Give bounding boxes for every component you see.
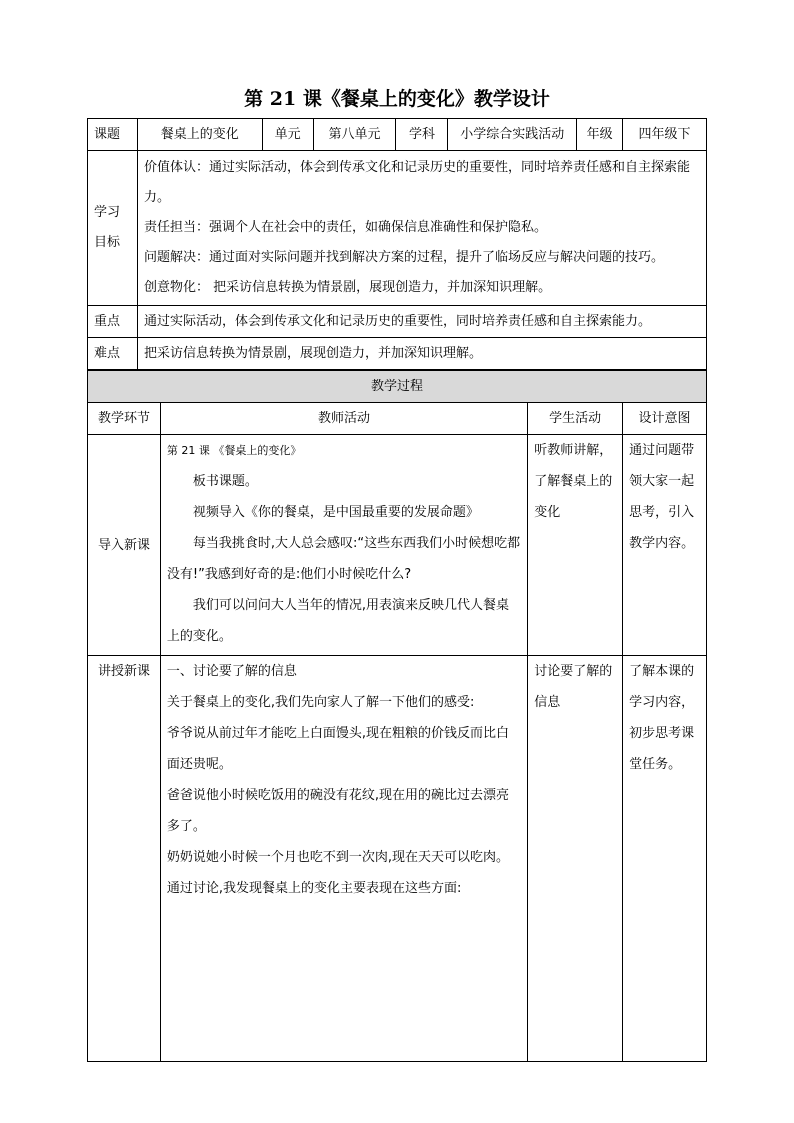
process-columns-row [88,403,707,435]
col-intent: 设计意图 [623,403,707,435]
teacher-intro-line: 我们可以问问大人当年的情况,用表演来反映几代人餐桌上的变化。 [166,598,510,644]
intent-teach: 了解本课的学习内容，初步思考课堂任务。 [623,656,707,1062]
teacher-teach-line: 爷爷说从前过年才能吃上白面馒头,现在粗粮的价钱反而比白面还贵呢。 [166,726,510,772]
page-title: 第 21 课《餐桌上的变化》教学设计 [244,88,550,110]
subject-value: 餐桌上的变化 [137,119,262,151]
key-value: 通过实际活动，体会到传承文化和记录历史的重要性，同时培养责任感和自主探索能力。 [137,306,706,338]
goals-row [88,151,707,306]
teacher-intro-line: 第 21 课 《餐桌上的变化》 [166,444,302,457]
teacher-teach-line: 通过讨论,我发现餐桌上的变化主要表现在这些方面: [166,881,462,896]
info-table [87,118,707,370]
col-stage: 教学环节 [88,403,161,435]
goals-content [137,151,706,306]
discipline-label: 学科 [396,119,448,151]
goal-responsibility: 责任担当：强调个人在社会中的责任，如确保信息准确性和保护隐私。 [143,220,547,235]
difficult-label: 难点 [88,338,138,370]
teacher-teach-line: 关于餐桌上的变化,我们先向家人了解一下他们的感受: [166,695,475,710]
unit-value: 第八单元 [313,119,396,151]
student-teach: 讨论要了解的信息 [528,656,623,1062]
process-header: 教学过程 [88,371,707,403]
process-header-row [88,371,707,403]
goals-label [88,151,138,306]
teacher-intro-line: 板书课题。 [192,474,258,489]
info-row-header [88,119,707,151]
goals-label-line-1: 学习 [94,205,121,220]
discipline-value: 小学综合实践活动 [448,119,577,151]
goal-problem-solving: 问题解决：通过面对实际问题并找到解决方案的过程，提升了临场反应与解决问题的技巧。 [143,250,664,265]
goal-value: 价值体认：通过实际活动，体会到传承文化和记录历史的重要性，同时培养责任感和自主探索能力。 [143,160,690,205]
key-row [88,306,707,338]
teacher-intro-line: 视频导入《你的餐桌，是中国最重要的发展命题》 [192,505,479,520]
col-student: 学生活动 [528,403,623,435]
stage-intro: 导入新课 [88,435,161,656]
col-teacher: 教师活动 [160,403,527,435]
goal-creativity: 创意物化： 把采访信息转换为情景剧，展现创造力，并加深知识理解。 [143,280,552,295]
teacher-intro [160,435,527,656]
grade-value: 四年级下 [623,119,707,151]
teacher-teach-line: 奶奶说她小时候一个月也吃不到一次肉,现在天天可以吃肉。 [166,850,510,865]
student-intro: 听教师讲解，了解餐桌上的变化 [528,435,623,656]
process-table [87,370,707,1062]
grade-label: 年级 [577,119,623,151]
goals-label-line-2: 目标 [94,235,121,250]
stage-teach: 讲授新课 [88,656,161,1062]
unit-label: 单元 [262,119,313,151]
teacher-teach-line: 一、讨论要了解的信息 [166,664,297,679]
teacher-teach [160,656,527,1062]
table-row [88,656,707,1062]
teacher-teach-line: 爸爸说他小时候吃饭用的碗没有花纹,现在用的碗比过去漂亮多了。 [166,788,510,834]
intent-intro: 通过问题带领大家一起思考，引入教学内容。 [623,435,707,656]
difficult-row [88,338,707,370]
teacher-intro-line: 每当我挑食时,大人总会感叹:“这些东西我们小时候想吃都没有!”我感到好奇的是:他们小时候吃什么? [166,536,521,582]
table-row [88,435,707,656]
key-label: 重点 [88,306,138,338]
subject-label: 课题 [88,119,138,151]
difficult-value: 把采访信息转换为情景剧，展现创造力，并加深知识理解。 [137,338,706,370]
